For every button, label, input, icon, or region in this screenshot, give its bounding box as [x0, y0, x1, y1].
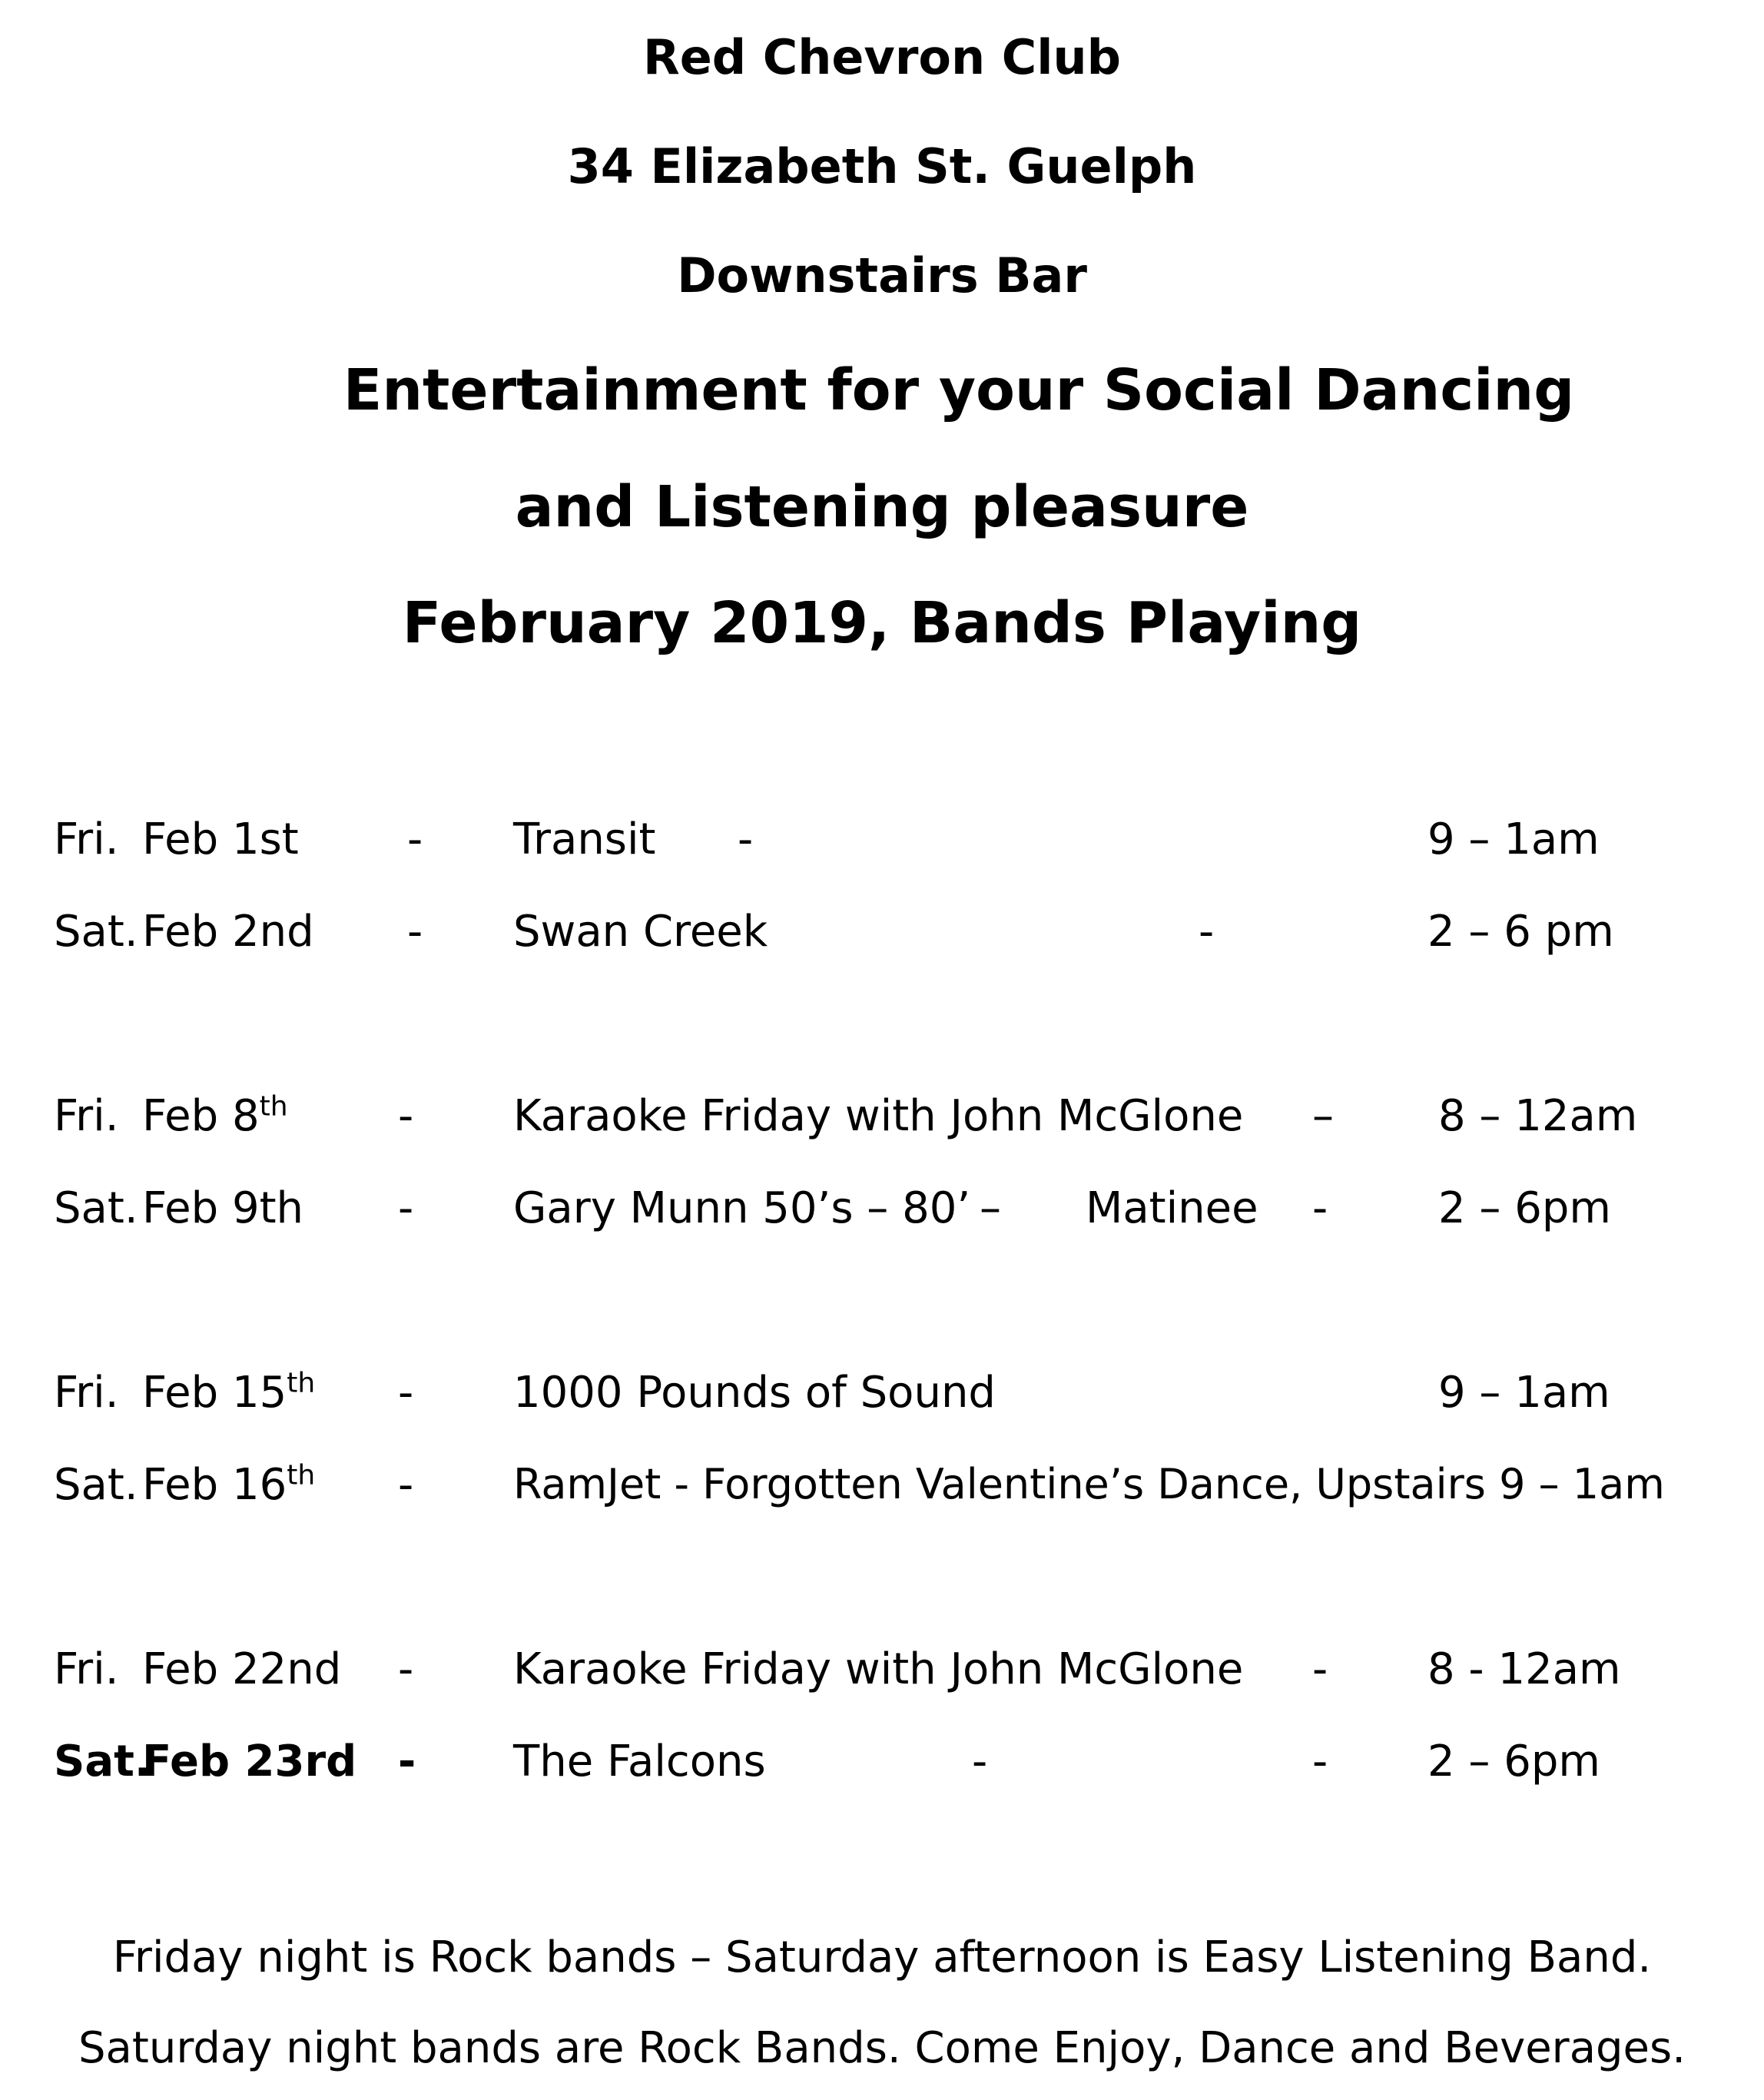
- schedule-band: 1000 Pounds of Sound: [513, 1368, 996, 1418]
- schedule-time: 8 – 12am: [1438, 1091, 1638, 1141]
- schedule-band: Swan Creek: [513, 907, 768, 957]
- schedule-separator: -: [398, 1368, 414, 1418]
- schedule-row: [0, 1091, 1764, 1153]
- schedule-band: Karaoke Friday with John McGlone: [513, 1091, 1244, 1141]
- schedule-day: Sat.: [54, 1460, 138, 1510]
- schedule-dash: -: [1312, 1737, 1328, 1786]
- schedule-separator: -: [398, 1091, 414, 1141]
- venue-name: Downstairs Bar: [677, 247, 1087, 304]
- schedule-date-text: Feb 2: [142, 907, 260, 957]
- schedule-date-suffix: th: [287, 1459, 316, 1491]
- schedule-mid-dash: -: [972, 1737, 988, 1786]
- schedule-row: [0, 1460, 1764, 1521]
- schedule-date-text: Feb 22: [142, 1644, 287, 1694]
- schedule-date-text: Feb 8: [142, 1091, 260, 1141]
- schedule-date: [142, 1644, 341, 1694]
- schedule-day: Fri.: [54, 1644, 119, 1694]
- schedule-day: Sat.: [54, 1737, 151, 1786]
- schedule-time: 2 – 6pm: [1438, 1183, 1611, 1233]
- schedule-separator: -: [407, 907, 423, 957]
- schedule-time: 9 – 1am: [1427, 814, 1600, 864]
- schedule-band: Gary Munn 50’s – 80’: [513, 1183, 971, 1233]
- schedule-row: [0, 907, 1764, 968]
- schedule-date: [142, 907, 314, 957]
- schedule-date: [142, 1460, 315, 1510]
- schedule-mid-dash: –: [980, 1183, 1001, 1233]
- schedule-date-suffix: rd: [304, 1737, 357, 1786]
- schedule-date-suffix: th: [259, 1183, 304, 1233]
- schedule-row: [0, 1183, 1764, 1245]
- schedule-date-suffix: th: [287, 1367, 316, 1399]
- schedule-dash: –: [1312, 1091, 1334, 1141]
- schedule-date-suffix: st: [259, 814, 299, 864]
- schedule-time: 8 - 12am: [1427, 1644, 1621, 1694]
- schedule-day: Sat.: [54, 907, 138, 957]
- schedule-row: [0, 1368, 1764, 1429]
- schedule-date: [142, 814, 299, 864]
- schedule-day: Fri.: [54, 1368, 119, 1418]
- schedule-date: [142, 1737, 356, 1786]
- schedule-row: [0, 1737, 1764, 1798]
- schedule-dash: -: [1312, 1183, 1328, 1233]
- schedule-time: 9 – 1am: [1438, 1368, 1610, 1418]
- schedule-date-text: Feb 9: [142, 1183, 260, 1233]
- schedule-date-text: Feb 1: [142, 814, 260, 864]
- month-title: February 2019, Bands Playing: [402, 590, 1362, 656]
- schedule-date-text: Feb 16: [142, 1460, 287, 1510]
- schedule-day: Sat.: [54, 1183, 138, 1233]
- footer-note-2: Saturday night bands are Rock Bands. Come Enjoy, Dance and Beverages.: [78, 2023, 1686, 2073]
- schedule-date-text: Feb 23: [142, 1737, 305, 1786]
- footer-note-1: Friday night is Rock bands – Saturday afternoon is Easy Listening Band.: [112, 1932, 1652, 1982]
- schedule-day: Fri.: [54, 1091, 119, 1141]
- schedule-date-suffix: th: [259, 1090, 288, 1123]
- schedule-band: Transit: [513, 814, 656, 864]
- schedule-extra: Matinee: [1086, 1183, 1258, 1233]
- club-address: 34 Elizabeth St. Guelph: [567, 138, 1197, 194]
- schedule-separator: -: [398, 1183, 414, 1233]
- schedule-date: [142, 1183, 303, 1233]
- schedule-row: [0, 814, 1764, 876]
- schedule-band: Karaoke Friday with John McGlone: [513, 1644, 1244, 1694]
- schedule-separator: -: [398, 1460, 414, 1510]
- schedule-time: 2 – 6 pm: [1427, 907, 1614, 957]
- schedule-date-text: Feb 15: [142, 1368, 287, 1418]
- club-name: Red Chevron Club: [642, 29, 1122, 85]
- schedule-separator: -: [398, 1737, 416, 1786]
- schedule-day: Fri.: [54, 814, 119, 864]
- schedule-dash: -: [1312, 1644, 1328, 1694]
- schedule-date-suffix: nd: [287, 1644, 342, 1694]
- schedule-separator: -: [407, 814, 423, 864]
- schedule-date: [142, 1368, 315, 1418]
- schedule-time: 2 – 6pm: [1427, 1737, 1600, 1786]
- schedule-dash: -: [1199, 907, 1215, 957]
- schedule-date: [142, 1091, 288, 1141]
- schedule-date-suffix: nd: [259, 907, 314, 957]
- schedule-band: The Falcons: [513, 1737, 766, 1786]
- schedule-separator: -: [398, 1644, 414, 1694]
- tagline-line-1: Entertainment for your Social Dancing: [343, 357, 1575, 423]
- schedule-band: RamJet - Forgotten Valentine’s Dance, Upstairs 9 – 1am: [513, 1460, 1665, 1508]
- schedule-row: [0, 1644, 1764, 1706]
- schedule-mid-dash: -: [738, 814, 754, 864]
- tagline-line-2: and Listening pleasure: [515, 474, 1249, 540]
